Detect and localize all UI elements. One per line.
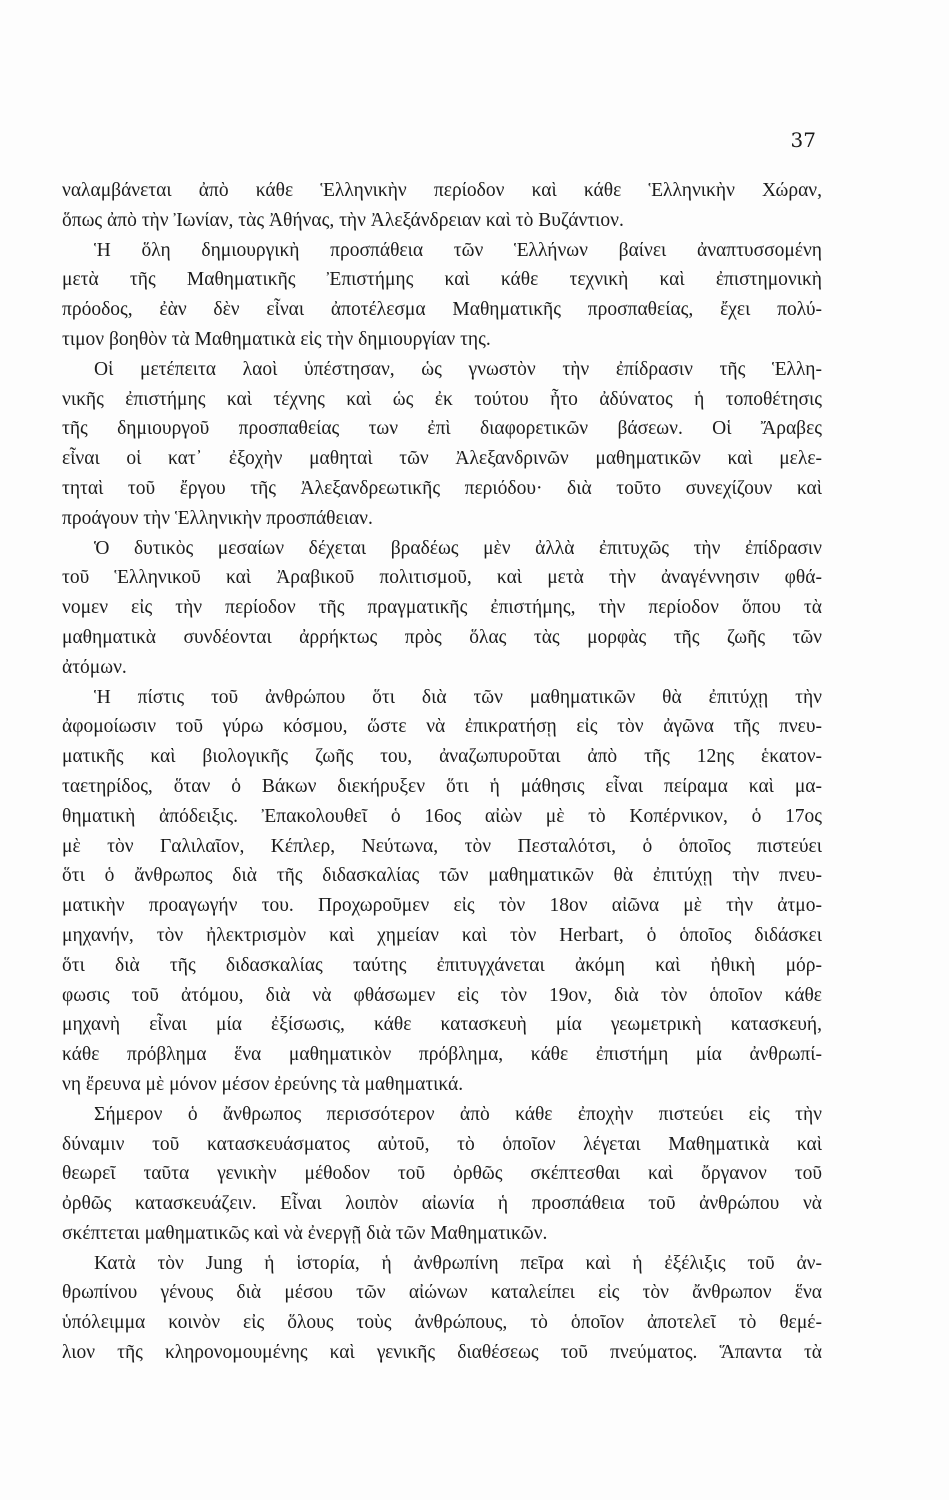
text-line: ἀφομοίωσιν τοῦ γύρω κόσμου, ὥστε νὰ ἐπικρατήσῃ εἰς τὸν ἀγῶνα τῆς πνευ- xyxy=(62,716,822,738)
text-line: νη ἔρευνα μὲ μόνον μέσον ἐρεύνης τὰ μαθηματικά. xyxy=(62,1073,464,1095)
text-line: τοῦ Ἑλληνικοῦ καὶ Ἀραβικοῦ πολιτισμοῦ, καὶ μετὰ τὴν ἀναγέννησιν φθά- xyxy=(62,567,822,589)
text-line: ναλαμβάνεται ἀπὸ κάθε Ἑλληνικὴν περίοδον καὶ κάθε Ἑλληνικὴν Χώραν, xyxy=(62,180,822,201)
text-line: νικῆς ἐπιστήμης καὶ τέχνης καὶ ὡς ἐκ τούτου ἦτο ἀδύνατος ἡ τοποθέτησις xyxy=(62,388,822,410)
text-line: ὅτι ὁ ἄνθρωπος διὰ τῆς διδασκαλίας τῶν μαθηματικῶν θὰ ἐπιτύχῃ τὴν πνευ- xyxy=(62,865,822,887)
text-line: λιον τῆς κληρονομουμένης καὶ γενικῆς διαθέσεως τοῦ πνεύματος. Ἅπαντα τὰ xyxy=(62,1342,822,1364)
text-line: Ἡ πίστις τοῦ ἀνθρώπου ὅτι διὰ τῶν μαθηματικῶν θὰ ἐπιτύχῃ τὴν xyxy=(94,686,822,708)
text-line: θηματικὴ ἀπόδειξις. Ἐπακολουθεῖ ὁ 16ος αἰὼν μὲ τὸ Κοπέρνικον, ὁ 17ος xyxy=(62,805,822,827)
text-line: ὅπως ἀπὸ τὴν Ἰωνίαν, τὰς Ἀθήνας, τὴν Ἀλεξάνδρειαν καὶ τὸ Βυζάντιον. xyxy=(62,209,624,231)
text-line: μετὰ τῆς Μαθηματικῆς Ἐπιστήμης καὶ κάθε τεχνικὴ καὶ ἐπιστημονικὴ xyxy=(62,269,822,291)
text-line: ὅτι διὰ τῆς διδασκαλίας ταύτης ἐπιτυγχάνεται ἀκόμη καὶ ἠθικὴ μόρ- xyxy=(62,954,822,976)
text-line: τῆς δημιουργοῦ προσπαθείας των ἐπὶ διαφορετικῶν βάσεων. Οἱ Ἄραβες xyxy=(62,418,822,440)
text-line: τιμον βοηθὸν τὰ Μαθηματικὰ εἰς τὴν δημιουργίαν της. xyxy=(62,328,491,350)
text-line: Σήμερον ὁ ἄνθρωπος περισσότερον ἀπὸ κάθε ἐποχὴν πιστεύει εἰς τὴν xyxy=(94,1103,822,1125)
body-text xyxy=(62,176,822,1368)
text-line: μαθηματικὰ συνδέονται ἀρρήκτως πρὸς ὅλας τὰς μορφὰς τῆς ζωῆς τῶν xyxy=(62,626,822,648)
text-line: ἀτόμων. xyxy=(62,656,127,678)
text-line: Ἡ ὅλη δημιουργικὴ προσπάθεια τῶν Ἑλλήνων βαίνει ἀναπτυσσομένη xyxy=(94,239,822,261)
text-line: φωσις τοῦ ἀτόμου, διὰ νὰ φθάσωμεν εἰς τὸν 19ον, διὰ τὸν ὁποῖον κάθε xyxy=(62,984,822,1006)
text-line: θεωρεῖ ταῦτα γενικὴν μέθοδον τοῦ ὀρθῶς σκέπτεσθαι καὶ ὄργανον τοῦ xyxy=(62,1163,822,1185)
text-line: ταετηρίδος, ὅταν ὁ Βάκων διεκήρυξεν ὅτι ἡ μάθησις εἶναι πείραμα καὶ μα- xyxy=(62,775,822,797)
text-line: σκέπτεται μαθηματικῶς καὶ νὰ ἐνεργῇ διὰ τῶν Μαθηματικῶν. xyxy=(62,1222,548,1244)
text-line: πρόοδος, ἐὰν δὲν εἶναι ἀποτέλεσμα Μαθηματικῆς προσπαθείας, ἔχει πολύ- xyxy=(62,299,822,321)
text-line: μηχανὴ εἶναι μία ἐξίσωσις, κάθε κατασκευὴ μία γεωμετρικὴ κατασκευή, xyxy=(62,1014,822,1036)
text-line: κάθε πρόβλημα ἕνα μαθηματικὸν πρόβλημα, κάθε ἐπιστήμη μία ἀνθρωπί- xyxy=(62,1044,822,1066)
text-line: Οἱ μετέπειτα λαοὶ ὑπέστησαν, ὡς γνωστὸν τὴν ἐπίδρασιν τῆς Ἑλλη- xyxy=(94,358,822,380)
text-line: μὲ τὸν Γαλιλαῖον, Κέπλερ, Νεύτωνα, τὸν Πεσταλότσι, ὁ ὁποῖος πιστεύει xyxy=(62,835,822,857)
text-line: νομεν εἰς τὴν περίοδον τῆς πραγματικῆς ἐπιστήμης, τὴν περίοδον ὅπου τὰ xyxy=(62,597,822,619)
text-line: ὀρθῶς κατασκευάζειν. Εἶναι λοιπὸν αἰωνία ἡ προσπάθεια τοῦ ἀνθρώπου νὰ xyxy=(62,1193,822,1215)
text-line: δύναμιν τοῦ κατασκευάσματος αὐτοῦ, τὸ ὁποῖον λέγεται Μαθηματικὰ καὶ xyxy=(62,1133,822,1155)
text-line: ματικῆς καὶ βιολογικῆς ζωῆς του, ἀναζωπυροῦται ἀπὸ τῆς 12ης ἑκατον- xyxy=(62,746,822,768)
text-line: θρωπίνου γένους διὰ μέσου τῶν αἰώνων καταλείπει εἰς τὸν ἄνθρωπον ἕνα xyxy=(62,1282,822,1304)
text-line: τηταὶ τοῦ ἔργου τῆς Ἀλεξανδρεωτικῆς περιόδου· διὰ τοῦτο συνεχίζουν καὶ xyxy=(62,477,822,499)
text-line: προάγουν τὴν Ἑλληνικὴν προσπάθειαν. xyxy=(62,507,373,529)
text-line: Ὁ δυτικὸς μεσαίων δέχεται βραδέως μὲν ἀλλὰ ἐπιτυχῶς τὴν ἐπίδρασιν xyxy=(94,537,822,559)
text-line: εἶναι οἱ κατ᾽ ἐξοχὴν μαθηταὶ τῶν Ἀλεξανδρινῶν μαθηματικῶν καὶ μελε- xyxy=(62,448,822,470)
text-line: ὑπόλειμμα κοινὸν εἰς ὅλους τοὺς ἀνθρώπους, τὸ ὁποῖον ἀποτελεῖ τὸ θεμέ- xyxy=(62,1312,822,1334)
text-line: Κατὰ τὸν Jung ἡ ἱστορία, ἡ ἀνθρωπίνη πεῖρα καὶ ἡ ἐξέλιξις τοῦ ἀν- xyxy=(94,1252,822,1274)
text-line: ματικὴν προαγωγήν του. Προχωροῦμεν εἰς τὸν 18ον αἰῶνα μὲ τὴν ἀτμο- xyxy=(62,895,822,917)
page-number: 37 xyxy=(790,128,816,152)
text-line: μηχανήν, τὸν ἠλεκτρισμὸν καὶ χημείαν καὶ τὸν Herbart, ὁ ὁποῖος διδάσκει xyxy=(62,924,822,946)
